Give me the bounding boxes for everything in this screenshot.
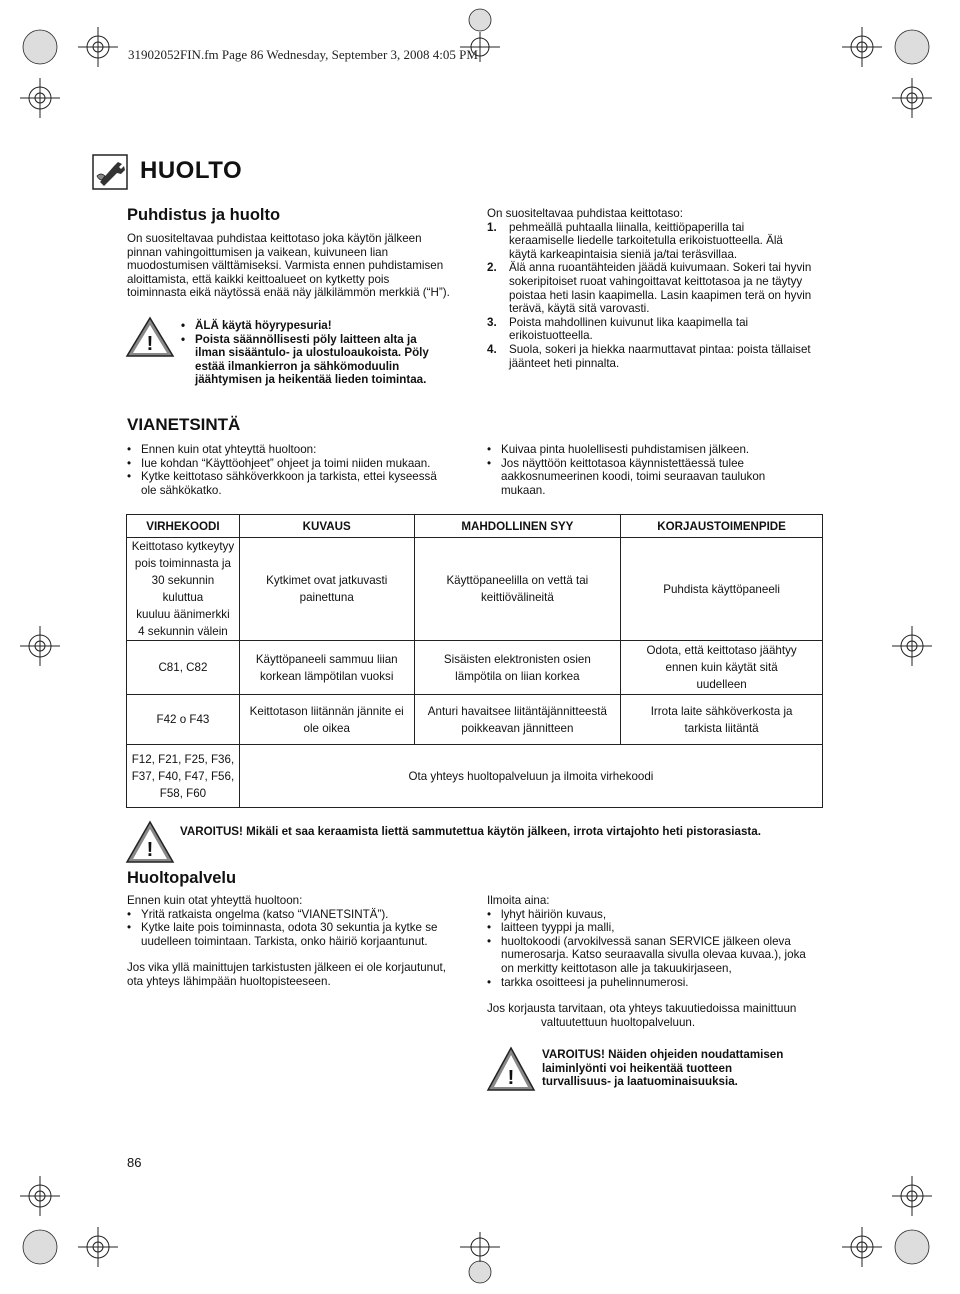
table-row bbox=[127, 641, 823, 695]
column-header: MAHDOLLINEN SYY bbox=[414, 515, 621, 538]
text-line: Ennen kuin otat yhteyttä huoltoon: bbox=[127, 894, 303, 907]
text-line: • Kytke laite pois toiminnasta, odota 30 sekuntia ja kytke se bbox=[141, 921, 438, 935]
text-line: Sisäisten elektronisten osien bbox=[443, 652, 591, 666]
troubleshoot-right bbox=[487, 443, 827, 497]
error-code-table bbox=[126, 514, 823, 808]
text-line: • Yritä ratkaista ongelma (katso “VIANETSINTÄ”). bbox=[141, 907, 389, 921]
text-line: tarkista liitäntä bbox=[684, 721, 759, 735]
service-right bbox=[487, 894, 827, 1029]
text-line: lämpötila on liian korkea bbox=[455, 669, 580, 683]
text-line bbox=[542, 1048, 832, 1062]
table-row bbox=[127, 745, 823, 808]
text-line: • Kytke keittotaso sähköverkkoon ja tarkista, ettei kyseessä bbox=[141, 470, 437, 484]
error-code-cell bbox=[127, 538, 240, 641]
text-line: estää ilmankierron ja sähkömoduulin bbox=[195, 359, 400, 373]
registration-mark-icon bbox=[842, 1227, 882, 1267]
text-line: pois toiminnasta ja bbox=[134, 557, 231, 570]
text-line: toiminnasta eikä näytössä enää näy jälkilämmön merkkiä (“H”). bbox=[127, 286, 450, 300]
section-heading: Huoltopalvelu bbox=[127, 869, 237, 887]
text-line: poistaa heti lasin kaapimella. Lasin kaapimen terä on hyvin bbox=[509, 288, 812, 302]
text-line: Älä anna ruoantähteiden jäädä kuivumaan. Sokeri tai hyvin bbox=[509, 261, 812, 275]
text-line: aloittamista, että kaikki keittoalueet on kytketty pois bbox=[127, 272, 390, 286]
text-line: F42 o F43 bbox=[156, 713, 210, 726]
text-line: Käyttöpaneelilla on vettä tai bbox=[446, 574, 589, 587]
text-line: käytä karkeapintaisia sieniä ja/tai teräsvillaa. bbox=[509, 247, 738, 261]
cause-cell bbox=[414, 641, 621, 695]
registration-mark-icon bbox=[20, 1176, 60, 1216]
list-item bbox=[127, 908, 472, 922]
text-line: terävä, käytä sitä varovasti. bbox=[509, 302, 650, 316]
registration-mark-icon bbox=[20, 626, 60, 666]
text-line: muodostumisen välttämiseksi. Varmista ennen puhdistamisen bbox=[127, 259, 444, 273]
list-item bbox=[127, 921, 472, 948]
text-line: Jos korjausta tarvitaan, ota yhteys takuutiedoissa mainittuun bbox=[487, 1002, 797, 1016]
text-line: Ilmoita aina: bbox=[487, 894, 550, 907]
section-heading: VIANETSINTÄ bbox=[127, 415, 241, 434]
list-item bbox=[487, 443, 827, 457]
warning-triangle-icon bbox=[486, 1046, 536, 1092]
error-code-cell bbox=[127, 695, 240, 745]
text-line: kuuluu äänimerkki bbox=[136, 608, 230, 621]
error-code-cell bbox=[127, 641, 240, 695]
merged-action-cell bbox=[239, 745, 822, 808]
text-line: keittiövälineitä bbox=[480, 591, 554, 604]
text-line: F58, F60 bbox=[159, 786, 207, 800]
text-line: • Kuivaa pinta huolellisesti puhdistamisen jälkeen. bbox=[501, 443, 750, 456]
text-line: numerosarja. Katso seuraavalla sivulla olevaa kuvaa.), joka bbox=[501, 948, 806, 962]
list-item bbox=[181, 333, 471, 387]
text-line: painettuna bbox=[299, 591, 354, 604]
text-line: poikkeavan jännitteen bbox=[461, 721, 574, 735]
text-line: • Iue kohdan “Käyttöohjeet” ohjeet ja toimi niiden mukaan. bbox=[141, 456, 431, 470]
section-heading: Puhdistus ja huolto bbox=[127, 206, 281, 224]
text-line: keraamiselle liedelle tarkoitetulla erikoistuotteella. Älä bbox=[509, 234, 783, 248]
text-line: uudelleen toimintaan. Tarkista, onko häiriö korjaantunut. bbox=[141, 934, 428, 948]
step-number: 3. bbox=[487, 315, 497, 329]
text-line: uudelleen bbox=[696, 678, 747, 691]
text-line: pinnan vahingoittumisen ja vaikean, kuivuneen lian bbox=[127, 245, 389, 259]
registration-mark-icon bbox=[842, 27, 882, 67]
list-item bbox=[487, 343, 827, 370]
list-item bbox=[487, 316, 827, 343]
registration-mark-icon bbox=[892, 626, 932, 666]
text-line: on merkitty keittotason alle ja takuukirjaseen, bbox=[501, 961, 732, 975]
text-line: aakkosnumeerinen koodi, toimi seuraavan taulukon bbox=[501, 470, 766, 484]
warning-message bbox=[180, 825, 761, 839]
registration-mark-icon bbox=[78, 1227, 118, 1267]
list-item bbox=[487, 261, 827, 315]
registration-mark-icon bbox=[20, 78, 60, 118]
table-header-row bbox=[127, 515, 823, 538]
warning-label: VAROITUS! bbox=[180, 825, 243, 838]
cause-cell bbox=[414, 538, 621, 641]
table-row bbox=[127, 695, 823, 745]
text-line: ilman sisääntulo- ja ulostuloaukoista. Pöly bbox=[195, 346, 429, 360]
text-line: F12, F21, F25, F36, bbox=[131, 752, 235, 766]
warning-label: VAROITUS! bbox=[542, 1048, 605, 1061]
cleaning-warnings bbox=[181, 319, 471, 387]
column-header: KUVAUS bbox=[239, 515, 414, 538]
text-line: • tarkka osoitteesi ja puhelinnumerosi. bbox=[501, 975, 689, 989]
description-cell bbox=[239, 695, 414, 745]
registration-mark-icon bbox=[892, 78, 932, 118]
text-line: Ota yhteys huoltopalveluun ja ilmoita virhekoodi bbox=[408, 769, 654, 783]
description-cell bbox=[239, 538, 414, 641]
fix-cell bbox=[621, 695, 823, 745]
list-item bbox=[181, 319, 471, 333]
text-line: mukaan. bbox=[501, 483, 546, 497]
text-line: sokeripitoiset ruoat vahingoittavat keittotasoa ja ne täytyy bbox=[509, 274, 803, 288]
text-line: • Jos näyttöön keittotasoa käynnistettäessä tulee bbox=[501, 456, 744, 470]
list-item bbox=[127, 443, 472, 457]
text-line: Anturi havaitsee liitäntäjännitteestä bbox=[427, 704, 607, 718]
text-line: • laitteen tyyppi ja malli, bbox=[501, 921, 615, 935]
text-line: • huoltokoodi (arvokilvessä sanan SERVICE jälkeen oleva bbox=[501, 934, 791, 948]
text-line: laiminlyönti voi heikentää tuotteen bbox=[542, 1061, 733, 1075]
warning-triangle-icon bbox=[125, 316, 175, 358]
text-line: Keittotaso kytkeytyy bbox=[131, 540, 235, 553]
text-line: ota yhteys lähimpään huoltopisteeseen. bbox=[127, 974, 331, 988]
description-cell bbox=[239, 641, 414, 695]
list-item bbox=[487, 976, 827, 990]
troubleshoot-left bbox=[127, 443, 472, 497]
text-line: • Poista säännöllisesti pöly laitteen alta ja bbox=[195, 332, 417, 346]
service-left bbox=[127, 894, 472, 989]
warning-text: Näiden ohjeiden noudattamisen bbox=[604, 1048, 784, 1061]
text-line: On suositeltavaa puhdistaa keittotaso joka käytön jälkeen bbox=[127, 232, 422, 245]
page-number: 86 bbox=[127, 1155, 142, 1170]
wrench-hand-icon bbox=[92, 154, 128, 190]
text-line: 4 sekunnin välein bbox=[138, 625, 228, 638]
table-row bbox=[127, 538, 823, 641]
list-item bbox=[487, 908, 827, 922]
text-line: Suola, sokeri ja hiekka naarmuttavat pintaa: poista tällaiset bbox=[509, 342, 811, 356]
text-line: valtuutettuun huoltopalveluun. bbox=[541, 1015, 696, 1029]
text-line: pehmeällä puhtaalla liinalla, keittiöpaperilla tai bbox=[509, 220, 745, 234]
cause-cell bbox=[414, 695, 621, 745]
text-line: • ÄLÄ käytä höyrypesuria! bbox=[195, 319, 332, 332]
text-line: • Ennen kuin otat yhteyttä huoltoon: bbox=[141, 443, 317, 456]
text-line: Irrota laite sähköverkosta ja bbox=[650, 704, 793, 718]
text-line: korkean lämpötilan vuoksi bbox=[260, 669, 394, 683]
text-line: ole oikea bbox=[303, 721, 350, 735]
text-line: erikoistuotteella. bbox=[509, 329, 593, 343]
text-line: jäähtymisen ja heikentää lieden toimintaa. bbox=[195, 373, 427, 387]
column-header: VIRHEKOODI bbox=[127, 515, 240, 538]
list-item bbox=[487, 935, 827, 976]
file-header: 31902052FIN.fm Page 86 Wednesday, September 3, 2008 4:05 PM bbox=[128, 47, 478, 62]
list-item bbox=[487, 221, 827, 262]
fix-cell bbox=[621, 641, 823, 695]
text-line: Käyttöpaneeli sammuu liian bbox=[255, 652, 398, 666]
registration-mark-icon bbox=[78, 27, 118, 67]
text-line: ennen kuin käytät sitä bbox=[665, 661, 778, 674]
text-line: Keittotason liitännän jännite ei bbox=[249, 704, 404, 718]
error-code-cell bbox=[127, 745, 240, 808]
text-line: turvallisuus- ja laatuominaisuuksia. bbox=[542, 1075, 738, 1089]
text-line: Kytkimet ovat jatkuvasti bbox=[266, 574, 388, 587]
warning-triangle-icon bbox=[125, 820, 175, 864]
text-line: C81, C82 bbox=[158, 661, 208, 674]
registration-mark-icon bbox=[892, 1176, 932, 1216]
svg-text:!: ! bbox=[146, 333, 154, 355]
list-item bbox=[487, 457, 827, 498]
text-line: • lyhyt häiriön kuvaus, bbox=[501, 907, 607, 921]
steps-heading: On suositeltavaa puhdistaa keittotaso: bbox=[487, 207, 683, 220]
step-number: 1. bbox=[487, 220, 497, 234]
column-header: KORJAUSTOIMENPIDE bbox=[621, 515, 823, 538]
text-line: Jos vika yllä mainittujen tarkistusten jälkeen ei ole korjautunut, bbox=[127, 961, 446, 975]
list-item bbox=[127, 457, 472, 471]
list-item bbox=[127, 470, 472, 497]
page-title: HUOLTO bbox=[140, 157, 243, 184]
step-number: 2. bbox=[487, 261, 497, 275]
text-line: F37, F40, F47, F56, bbox=[131, 769, 235, 783]
fix-cell bbox=[621, 538, 823, 641]
step-number: 4. bbox=[487, 342, 497, 356]
text-line: jäänteet heti pinnalta. bbox=[509, 356, 620, 370]
text-line: Puhdista käyttöpaneeli bbox=[663, 582, 780, 596]
service-warning bbox=[542, 1048, 832, 1089]
cleaning-paragraph bbox=[127, 232, 450, 300]
warning-text: Mikäli et saa keraamista liettä sammutettua käytön jälkeen, irrota virtajohto heti pistorasiasta. bbox=[242, 825, 761, 838]
cleaning-steps bbox=[487, 207, 827, 370]
text-line: ole sähkökatko. bbox=[141, 483, 222, 497]
text-line: 30 sekunnin kuluttua bbox=[151, 574, 215, 604]
svg-text:!: ! bbox=[146, 839, 154, 861]
text-line: Poista mahdollinen kuivunut lika kaapimella tai bbox=[509, 315, 749, 329]
list-item bbox=[487, 921, 827, 935]
text-line: Odota, että keittotaso jäähtyy bbox=[646, 644, 797, 657]
svg-text:!: ! bbox=[507, 1067, 515, 1089]
